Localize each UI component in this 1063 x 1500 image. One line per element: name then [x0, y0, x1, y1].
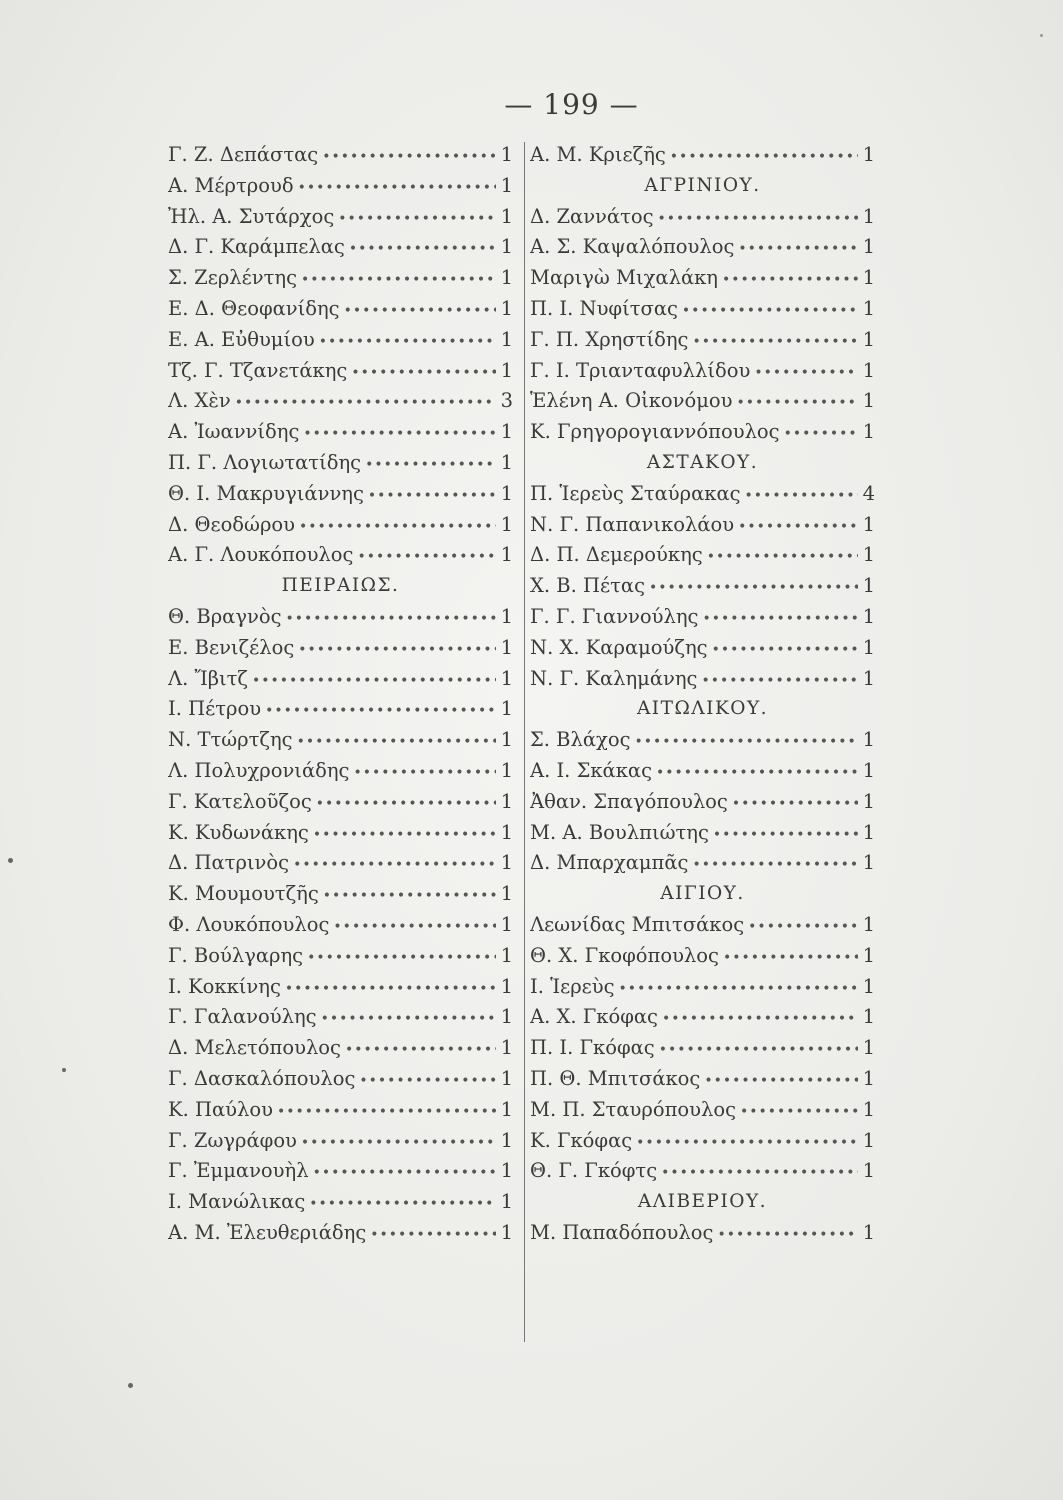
subscriber-name: Ε. Βενιζέλος	[168, 635, 295, 659]
copy-count: 1	[500, 481, 513, 505]
dot-leader	[670, 142, 858, 171]
dot-leader	[737, 388, 858, 417]
copy-count: 1	[862, 266, 875, 290]
paper-speck	[8, 858, 13, 863]
subscriber-name: Δ. Ζαννάτος	[530, 204, 654, 228]
list-item	[530, 818, 875, 849]
copy-count: 1	[862, 1220, 875, 1244]
dot-leader	[701, 666, 858, 695]
dot-leader	[722, 265, 858, 294]
section-heading: ΠΕΙΡΑΙΩΣ.	[281, 575, 400, 597]
copy-count: 1	[500, 1190, 513, 1214]
copy-count: 1	[500, 1005, 513, 1029]
dot-leader	[738, 512, 858, 541]
paper-speck	[128, 1383, 133, 1388]
list-item	[168, 1064, 513, 1095]
list-item	[530, 848, 875, 879]
section-heading: ΑΙΓΙΟΥ.	[660, 883, 745, 905]
copy-count: 1	[500, 974, 513, 998]
list-item	[168, 694, 513, 725]
copy-count: 1	[862, 574, 875, 598]
dot-leader	[265, 696, 496, 725]
dot-leader	[692, 327, 858, 356]
copy-count: 1	[500, 912, 513, 936]
subscriber-name: Α. Χ. Γκόφας	[530, 1005, 658, 1029]
subscriber-name: Γ. Ζ. Δεπάστας	[168, 143, 319, 166]
list-item	[168, 818, 513, 849]
subscriber-name: Ε. Δ. Θεοφανίδης	[168, 296, 340, 320]
dot-leader	[323, 881, 496, 910]
copy-count: 1	[500, 327, 513, 351]
subscriber-name: Γ. Δασκαλόπουλος	[168, 1066, 356, 1090]
subscriber-name: Κ. Παύλου	[168, 1097, 273, 1121]
subscriber-name: Λεωνίδας Μπιτσάκος	[530, 912, 745, 936]
copy-count: 1	[500, 666, 513, 690]
list-item	[168, 1187, 513, 1218]
copy-count: 1	[500, 1097, 513, 1121]
subscriber-name: Δ. Μπαρχαμπᾶς	[530, 851, 689, 875]
subscriber-name: Α. Μ. Ἐλευθεριάδης	[168, 1220, 367, 1244]
copy-count: 1	[500, 543, 513, 567]
list-item	[530, 1002, 875, 1033]
subscriber-name: Δ. Πατρινὸς	[168, 851, 290, 875]
copy-count: 1	[500, 296, 513, 320]
subscriber-name: Φ. Λουκόπουλος	[168, 912, 330, 936]
dot-leader	[319, 327, 496, 356]
list-item	[168, 972, 513, 1003]
dot-leader	[357, 542, 496, 571]
copy-count: 1	[500, 1159, 513, 1183]
dot-leader	[649, 573, 858, 602]
copy-count: 1	[862, 512, 875, 536]
copy-count: 1	[500, 789, 513, 813]
dot-leader	[344, 296, 496, 325]
copy-count: 1	[862, 912, 875, 936]
dot-leader	[235, 388, 496, 417]
subscriber-name: Γ. Ζωγράφου	[168, 1128, 297, 1152]
list-item	[168, 879, 513, 910]
copy-count: 1	[500, 1220, 513, 1244]
copy-count: 1	[500, 1066, 513, 1090]
section-heading: ΑΓΡΙΝΙΟΥ.	[644, 174, 761, 196]
subscriber-name: Γ. Βούλγαρης	[168, 943, 304, 967]
subscriber-name: Λ. Χὲν	[168, 389, 231, 413]
copy-count: 3	[500, 389, 513, 413]
list-item	[530, 910, 875, 941]
dot-leader	[345, 1035, 496, 1064]
list-item	[530, 941, 875, 972]
subscriber-name: Ι. Ἱερεὺς	[530, 974, 615, 998]
subscriber-name: Δ. Μελετόπουλος	[168, 1036, 341, 1060]
copy-count: 1	[862, 851, 875, 875]
copy-count: 1	[500, 697, 513, 721]
list-item	[168, 510, 513, 541]
copy-count: 1	[500, 758, 513, 782]
list-item	[168, 540, 513, 571]
dot-leader	[717, 1220, 858, 1249]
subscriber-name: Θ. Ι. Μακρυγιάννης	[168, 481, 364, 505]
subscriber-name: Ν. Ττώρτζης	[168, 728, 293, 752]
copy-count: 1	[862, 143, 875, 166]
list-item	[530, 633, 875, 664]
dot-leader	[301, 265, 496, 294]
list-item	[168, 479, 513, 510]
dot-leader	[333, 912, 496, 941]
list-item	[530, 294, 875, 325]
list-item	[530, 787, 875, 818]
subscriber-name: Σ. Βλάχος	[530, 728, 631, 752]
subscriber-name: Γ. Γαλανούλης	[168, 1005, 317, 1029]
subscriber-name: Λ. Ἴβιτζ	[168, 666, 248, 690]
list-item	[168, 325, 513, 356]
list-item	[168, 1033, 513, 1064]
dot-leader	[322, 142, 496, 171]
dot-leader	[313, 1158, 496, 1187]
copy-count: 1	[500, 173, 513, 197]
dot-leader	[636, 1128, 858, 1157]
subscriber-name: Ἀθαν. Σπαγόπουλος	[530, 789, 728, 813]
list-item	[530, 202, 875, 233]
copy-count: 1	[500, 512, 513, 536]
dot-leader	[321, 1004, 496, 1033]
list-item	[168, 725, 513, 756]
subscriber-name: Α. Γ. Λουκόπουλος	[168, 543, 354, 567]
dot-leader	[658, 204, 858, 233]
dot-leader	[661, 1158, 858, 1187]
dot-leader	[784, 419, 858, 448]
dot-leader	[293, 850, 496, 879]
subscriber-name: Γ. Ι. Τριανταφυλλίδου	[530, 358, 751, 382]
dot-leader	[299, 512, 496, 541]
copy-count: 1	[862, 666, 875, 690]
list-item	[530, 232, 875, 263]
dot-leader	[702, 604, 858, 633]
list-item	[530, 510, 875, 541]
list-item	[168, 633, 513, 664]
subscriber-name: Π. Ι. Γκόφας	[530, 1036, 655, 1060]
copy-count: 1	[500, 204, 513, 228]
section-heading: ΑΣΤΑΚΟΥ.	[646, 451, 759, 473]
copy-count: 1	[862, 296, 875, 320]
copy-count: 1	[500, 882, 513, 906]
copy-count: 1	[500, 1128, 513, 1152]
copy-count: 1	[500, 266, 513, 290]
dot-leader	[662, 1004, 858, 1033]
list-item	[530, 571, 875, 602]
dot-leader	[723, 943, 858, 972]
list-item	[168, 602, 513, 633]
dot-leader	[349, 234, 496, 263]
list-item	[168, 417, 513, 448]
list-item	[530, 479, 875, 510]
dot-leader	[712, 635, 858, 664]
section-heading: ΑΙΤΩΛΙΚΟΥ.	[636, 698, 769, 720]
copy-count: 1	[862, 235, 875, 259]
copy-count: 1	[862, 635, 875, 659]
dot-leader	[359, 1066, 496, 1095]
dot-leader	[745, 481, 858, 510]
list-item	[168, 1126, 513, 1157]
copy-count: 1	[500, 943, 513, 967]
list-item	[530, 325, 875, 356]
copy-count: 1	[500, 420, 513, 444]
section-heading: ΑΛΙΒΕΡΙΟΥ.	[637, 1191, 768, 1213]
subscriber-name: Θ. Γ. Γκόφτς	[530, 1159, 658, 1183]
dot-leader	[353, 758, 496, 787]
list-item	[168, 171, 513, 202]
list-item	[530, 1064, 875, 1095]
subscriber-name: Τζ. Γ. Τζανετάκης	[168, 358, 348, 382]
dot-leader	[365, 450, 496, 479]
dot-leader	[303, 419, 496, 448]
list-item	[168, 202, 513, 233]
list-item	[168, 910, 513, 941]
list-item	[168, 263, 513, 294]
dot-leader	[732, 789, 858, 818]
copy-count: 1	[862, 1097, 875, 1121]
dot-leader	[252, 666, 496, 695]
subscriber-name: Α. Μέρτρουδ	[168, 173, 294, 197]
list-item	[530, 602, 875, 633]
copy-count: 1	[862, 604, 875, 628]
copy-count: 1	[862, 728, 875, 752]
subscriber-name: Μαριγὼ Μιχαλάκη	[530, 266, 718, 290]
list-item	[168, 1218, 513, 1249]
copy-count: 1	[862, 974, 875, 998]
subscriber-name: Π. Ἱερεὺς Σταύρακας	[530, 481, 741, 505]
subscriber-name: Ἠλ. Α. Συτάρχος	[168, 204, 335, 228]
copy-count: 1	[862, 1159, 875, 1183]
dot-leader	[370, 1220, 496, 1249]
list-item	[168, 140, 513, 171]
copy-count: 1	[500, 604, 513, 628]
dot-leader	[368, 481, 496, 510]
subscriber-name: Ἑλένη Α. Οἰκονόμου	[530, 389, 733, 413]
dot-leader	[635, 727, 858, 756]
list-item	[530, 263, 875, 294]
list-item	[530, 972, 875, 1003]
list-item	[168, 294, 513, 325]
copy-count: 1	[500, 235, 513, 259]
copy-count: 1	[862, 1066, 875, 1090]
subscriber-name: Κ. Γκόφας	[530, 1128, 633, 1152]
subscriber-name: Γ. Π. Χρηστίδης	[530, 327, 689, 351]
subscriber-name: Α. Σ. Καψαλόπουλος	[530, 235, 735, 259]
list-item	[168, 1002, 513, 1033]
list-item	[168, 756, 513, 787]
copy-count: 1	[500, 450, 513, 474]
copy-count: 1	[500, 728, 513, 752]
copy-count: 4	[862, 481, 875, 505]
subscriber-name: Μ. Π. Σταυρόπουλος	[530, 1097, 736, 1121]
list-item	[168, 448, 513, 479]
dot-leader	[313, 820, 496, 849]
dot-leader	[682, 296, 858, 325]
list-item	[530, 725, 875, 756]
subscriber-name: Α. Ἰωαννίδης	[168, 420, 300, 444]
dot-leader	[692, 850, 858, 879]
subscriber-name: Ν. Γ. Παπανικολάου	[530, 512, 735, 536]
column-divider	[524, 142, 525, 1342]
copy-count: 1	[500, 358, 513, 382]
list-item	[530, 756, 875, 787]
subscriber-name: Π. Ι. Νυφίτσας	[530, 296, 678, 320]
copy-count: 1	[500, 635, 513, 659]
copy-count: 1	[862, 543, 875, 567]
subscriber-name: Χ. Β. Πέτας	[530, 574, 645, 598]
dot-leader	[713, 820, 858, 849]
copy-count: 1	[862, 358, 875, 382]
copy-count: 1	[862, 1128, 875, 1152]
subscriber-name: Γ. Ἐμμανουὴλ	[168, 1159, 309, 1183]
subscriber-name: Λ. Πολυχρονιάδης	[168, 758, 350, 782]
list-item	[530, 1218, 875, 1249]
subscriber-name: Γ. Κατελοῦζος	[168, 789, 312, 813]
list-item	[168, 386, 513, 417]
dot-leader	[277, 1097, 496, 1126]
dot-leader	[297, 727, 496, 756]
copy-count: 1	[862, 420, 875, 444]
copy-count: 1	[500, 820, 513, 844]
subscriber-name: Μ. Α. Βουλπιώτης	[530, 820, 709, 844]
copy-count: 1	[500, 1036, 513, 1060]
dot-leader	[740, 1097, 858, 1126]
list-item	[530, 1033, 875, 1064]
subscriber-name: Π. Γ. Λογιωτατίδης	[168, 450, 362, 474]
copy-count: 1	[862, 389, 875, 413]
dot-leader	[351, 358, 496, 387]
dot-leader	[309, 1189, 496, 1218]
subscriber-name: Κ. Γρηγορογιαννόπουλος	[530, 420, 780, 444]
list-item	[168, 848, 513, 879]
dot-leader	[286, 604, 496, 633]
copy-count: 1	[862, 789, 875, 813]
list-item	[530, 1156, 875, 1187]
dot-leader	[307, 943, 496, 972]
subscriber-name: Σ. Ζερλέντης	[168, 266, 298, 290]
page-number: — 199 —	[504, 88, 639, 121]
dot-leader	[316, 789, 496, 818]
copy-count: 1	[500, 851, 513, 875]
subscriber-name: Δ. Π. Δεμερούκης	[530, 543, 703, 567]
list-item	[168, 1156, 513, 1187]
subscriber-name: Δ. Θεοδώρου	[168, 512, 296, 536]
list-item	[530, 540, 875, 571]
copy-count: 1	[862, 1005, 875, 1029]
dot-leader	[301, 1128, 496, 1157]
list-item	[168, 787, 513, 818]
list-item	[168, 1095, 513, 1126]
subscriber-name: Ν. Χ. Καραμούζης	[530, 635, 708, 659]
dot-leader	[704, 1066, 858, 1095]
dot-leader	[754, 358, 858, 387]
dot-leader	[707, 542, 858, 571]
copy-count: 1	[862, 1036, 875, 1060]
list-item	[530, 386, 875, 417]
copy-count: 1	[862, 820, 875, 844]
subscriber-name: Ν. Γ. Καλημάνης	[530, 666, 698, 690]
copy-count: 1	[862, 327, 875, 351]
copy-count: 1	[862, 204, 875, 228]
paper-speck	[1040, 34, 1043, 37]
subscriber-name: Κ. Κυδωνάκης	[168, 820, 309, 844]
subscriber-name: Ε. Α. Εὐθυμίου	[168, 327, 315, 351]
right-column	[530, 140, 875, 1249]
dot-leader	[298, 635, 496, 664]
dot-leader	[298, 173, 496, 202]
subscriber-name: Ι. Πέτρου	[168, 697, 262, 721]
list-item	[168, 232, 513, 263]
subscriber-name: Α. Ι. Σκάκας	[530, 758, 652, 782]
list-item	[168, 664, 513, 695]
copy-count: 1	[862, 943, 875, 967]
list-item	[168, 356, 513, 387]
list-item	[530, 417, 875, 448]
dot-leader	[285, 974, 496, 1003]
copy-count: 1	[862, 758, 875, 782]
subscriber-name: Ι. Μανώλικας	[168, 1190, 306, 1214]
dot-leader	[659, 1035, 858, 1064]
list-item	[530, 1095, 875, 1126]
subscriber-name: Μ. Παπαδόπουλος	[530, 1220, 714, 1244]
list-item	[530, 664, 875, 695]
list-item	[530, 356, 875, 387]
subscriber-name: Α. Μ. Κριεζῆς	[530, 143, 666, 166]
left-column	[168, 140, 513, 1249]
subscriber-name: Δ. Γ. Καράμπελας	[168, 235, 345, 259]
dot-leader	[738, 234, 858, 263]
subscriber-name: Κ. Μουμουτζῆς	[168, 882, 319, 906]
list-item	[530, 1126, 875, 1157]
subscriber-name: Γ. Γ. Γιαννούλης	[530, 604, 699, 628]
dot-leader	[656, 758, 858, 787]
dot-leader	[748, 912, 858, 941]
copy-count: 1	[500, 143, 513, 166]
subscriber-name: Ι. Κοκκίνης	[168, 974, 281, 998]
subscriber-name: Θ. Χ. Γκοφόπουλος	[530, 943, 719, 967]
dot-leader	[619, 974, 858, 1003]
dot-leader	[338, 204, 496, 233]
subscriber-name: Θ. Βραγνὸς	[168, 604, 282, 628]
list-item	[168, 941, 513, 972]
paper-speck	[62, 1068, 66, 1072]
list-item	[530, 140, 875, 171]
subscriber-name: Π. Θ. Μπιτσάκος	[530, 1066, 701, 1090]
